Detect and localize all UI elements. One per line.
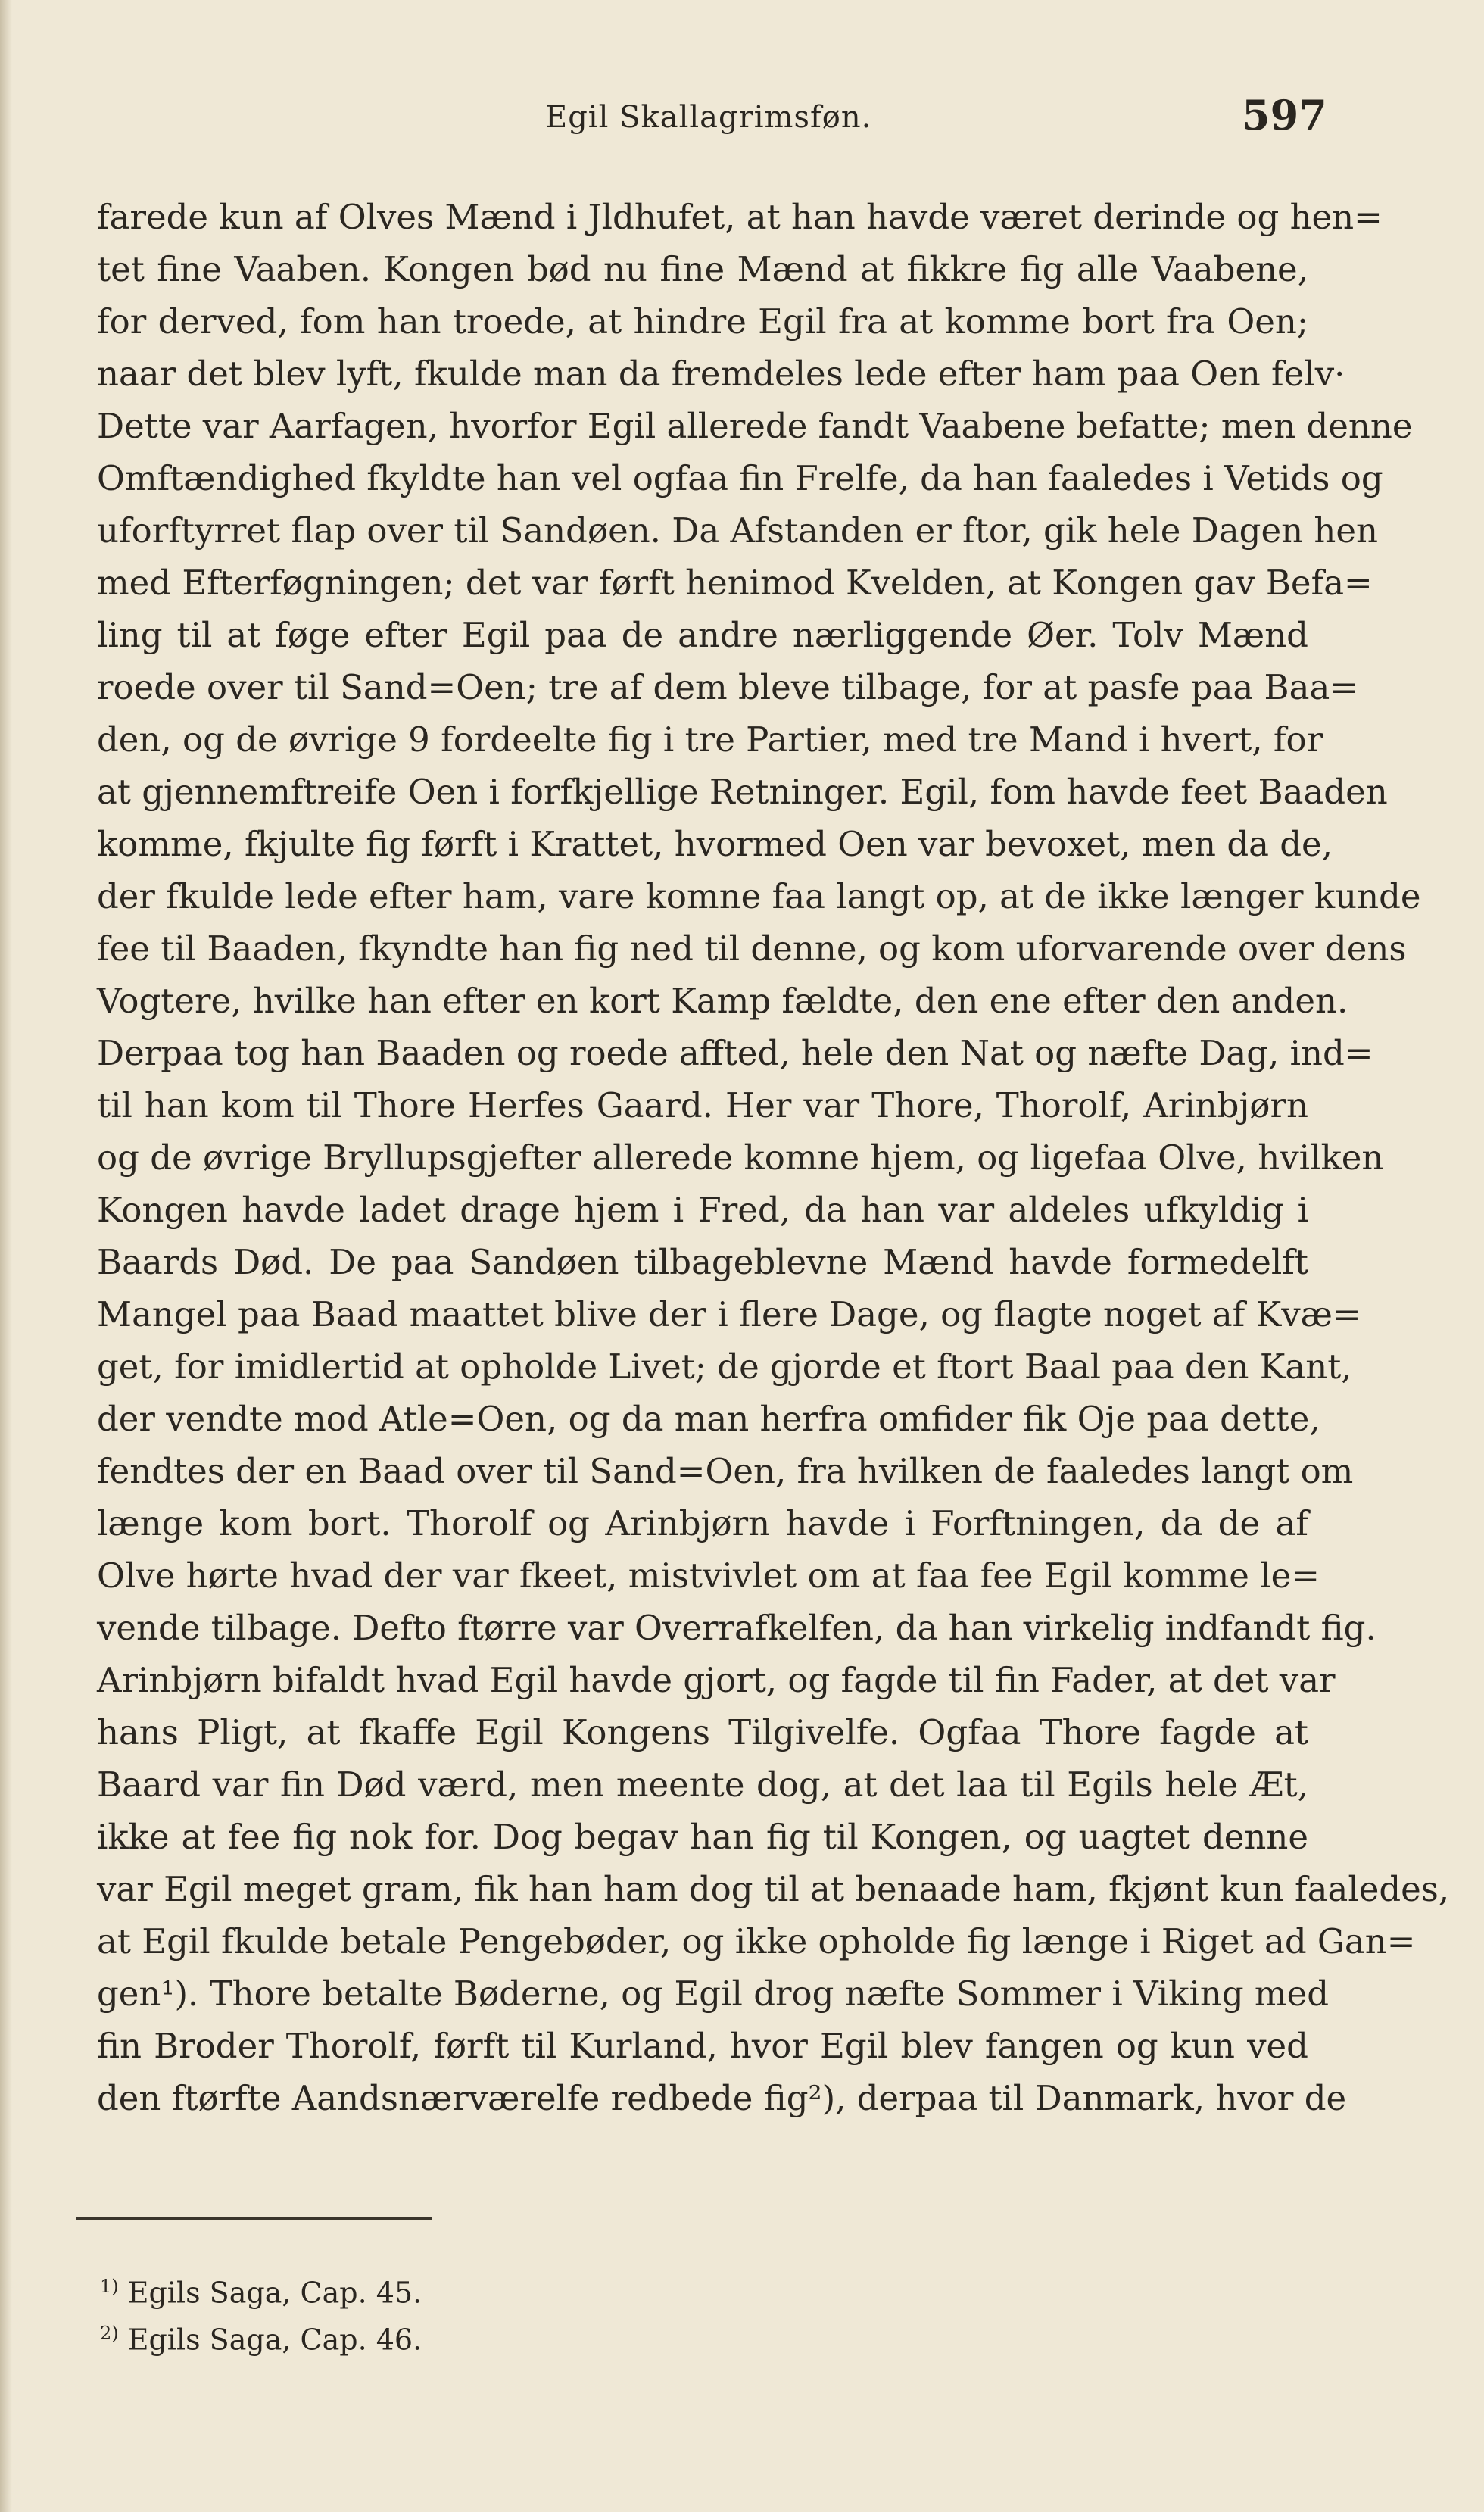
footnote-text: Egils Saga, Cap. 46. [127, 2323, 422, 2357]
text-line: Dette var Aarfagen, hvorfor Egil allerede fandt Vaabene befatte; men denne [97, 406, 1413, 446]
footnote [100, 2263, 857, 2310]
text-line: var Egil meget gram, fik han ham dog til at benaade ham, fkjønt kun faaledes, [97, 1869, 1450, 1909]
text-line: komme, fkjulte fig førft i Krattet, hvormed Oen var bevoxet, men da de, [97, 824, 1333, 864]
footnotes [100, 2263, 857, 2357]
text-line: uforftyrret flap over til Sandøen. Da Afstanden er ftor, gik hele Dagen hen [97, 510, 1378, 551]
page-header [0, 91, 1484, 151]
footnote-marker: 2) [100, 2323, 119, 2344]
text-line: med Efterføgningen; det var førft henimod Kvelden, at Kongen gav Befa= [97, 563, 1373, 603]
page-edge-shadow [0, 0, 12, 2512]
text-line: naar det blev lyft, fkulde man da fremdeles lede efter ham paa Oen felv· [97, 354, 1345, 394]
text-line: Kongen havde ladet drage hjem i Fred, da han var aldeles ufkyldig i [97, 1190, 1308, 1230]
text-line: Baards Død. De paa Sandøen tilbageblevne Mænd havde formedelft [97, 1242, 1308, 1282]
text-line: fendtes der en Baad over til Sand=Oen, fra hvilken de faaledes langt om [97, 1451, 1354, 1491]
text-line: ling til at føge efter Egil paa de andre nærliggende Øer. Tolv Mænd [97, 615, 1308, 655]
text-line: Vogtere, hvilke han efter en kort Kamp fældte, den ene efter den anden. [97, 981, 1348, 1021]
running-title: Egil Skallagrimsføn. [545, 100, 872, 135]
text-line: Mangel paa Baad maattet blive der i flere Dage, og flagte noget af Kvæ= [97, 1294, 1361, 1334]
body-text [97, 191, 1450, 2124]
text-line: og de øvrige Bryllupsgjefter allerede komne hjem, og ligefaa Olve, hvilken [97, 1137, 1384, 1178]
text-line: Arinbjørn bifaldt hvad Egil havde gjort, og fagde til fin Fader, at det var [97, 1660, 1336, 1700]
text-line: der fkulde lede efter ham, vare komne faa langt op, at de ikke længer kunde [97, 876, 1421, 916]
text-line: den, og de øvrige 9 fordeelte fig i tre Partier, med tre Mand i hvert, for [97, 719, 1323, 760]
text-line: farede kun af Olves Mænd i Jldhufet, at han havde været derinde og hen= [97, 197, 1383, 237]
text-line: at Egil fkulde betale Pengebøder, og ikke opholde fig længe i Riget ad Gan= [97, 1921, 1416, 1961]
text-line: den ftørfte Aandsnærværelfe redbede fig²), derpaa til Danmark, hvor de [97, 2078, 1347, 2118]
text-line: længe kom bort. Thorolf og Arinbjørn havde i Forftningen, da de af [97, 1503, 1308, 1543]
text-line: fin Broder Thorolf, førft til Kurland, hvor Egil blev fangen og kun ved [97, 2026, 1308, 2066]
text-line: vende tilbage. Defto ftørre var Overrafkelfen, da han virkelig indfandt fig. [97, 1608, 1376, 1648]
text-line: til han kom til Thore Herfes Gaard. Her var Thore, Thorolf, Arinbjørn [97, 1085, 1308, 1125]
text-line: at gjennemftreife Oen i forfkjellige Retninger. Egil, fom havde feet Baaden [97, 772, 1388, 812]
text-line: tet fine Vaaben. Kongen bød nu fine Mænd at fikkre fig alle Vaabene, [97, 249, 1308, 289]
footnote [100, 2310, 857, 2357]
text-line: get, for imidlertid at opholde Livet; de gjorde et ftort Baal paa den Kant, [97, 1346, 1352, 1387]
text-line: roede over til Sand=Oen; tre af dem bleve tilbage, for at pasfe paa Baa= [97, 667, 1358, 707]
text-line: der vendte mod Atle=Oen, og da man herfra omfider fik Oje paa dette, [97, 1399, 1320, 1439]
footnote-divider [76, 2217, 432, 2220]
footnote-marker: 1) [100, 2276, 119, 2297]
text-line: Olve hørte hvad der var fkeet, mistvivlet om at faa fee Egil komme le= [97, 1556, 1320, 1596]
text-line: fee til Baaden, fkyndte han fig ned til denne, og kom uforvarende over dens [97, 928, 1407, 969]
text-line: Omftændighed fkyldte han vel ogfaa fin Frelfe, da han faaledes i Vetids og [97, 458, 1383, 498]
page-number: 597 [1242, 91, 1327, 139]
footnote-text: Egils Saga, Cap. 45. [127, 2276, 422, 2310]
text-line: ikke at fee fig nok for. Dog begav han fig til Kongen, og uagtet denne [97, 1817, 1308, 1857]
text-line: hans Pligt, at fkaffe Egil Kongens Tilgivelfe. Ogfaa Thore fagde at [97, 1712, 1308, 1752]
text-line: for derved, fom han troede, at hindre Egil fra at komme bort fra Oen; [97, 301, 1308, 342]
text-line: Baard var fin Død værd, men meente dog, at det laa til Egils hele Æt, [97, 1765, 1308, 1805]
text-line: gen¹). Thore betalte Bøderne, og Egil drog næfte Sommer i Viking med [97, 1974, 1330, 2014]
text-line: Derpaa tog han Baaden og roede affted, hele den Nat og næfte Dag, ind= [97, 1033, 1373, 1073]
